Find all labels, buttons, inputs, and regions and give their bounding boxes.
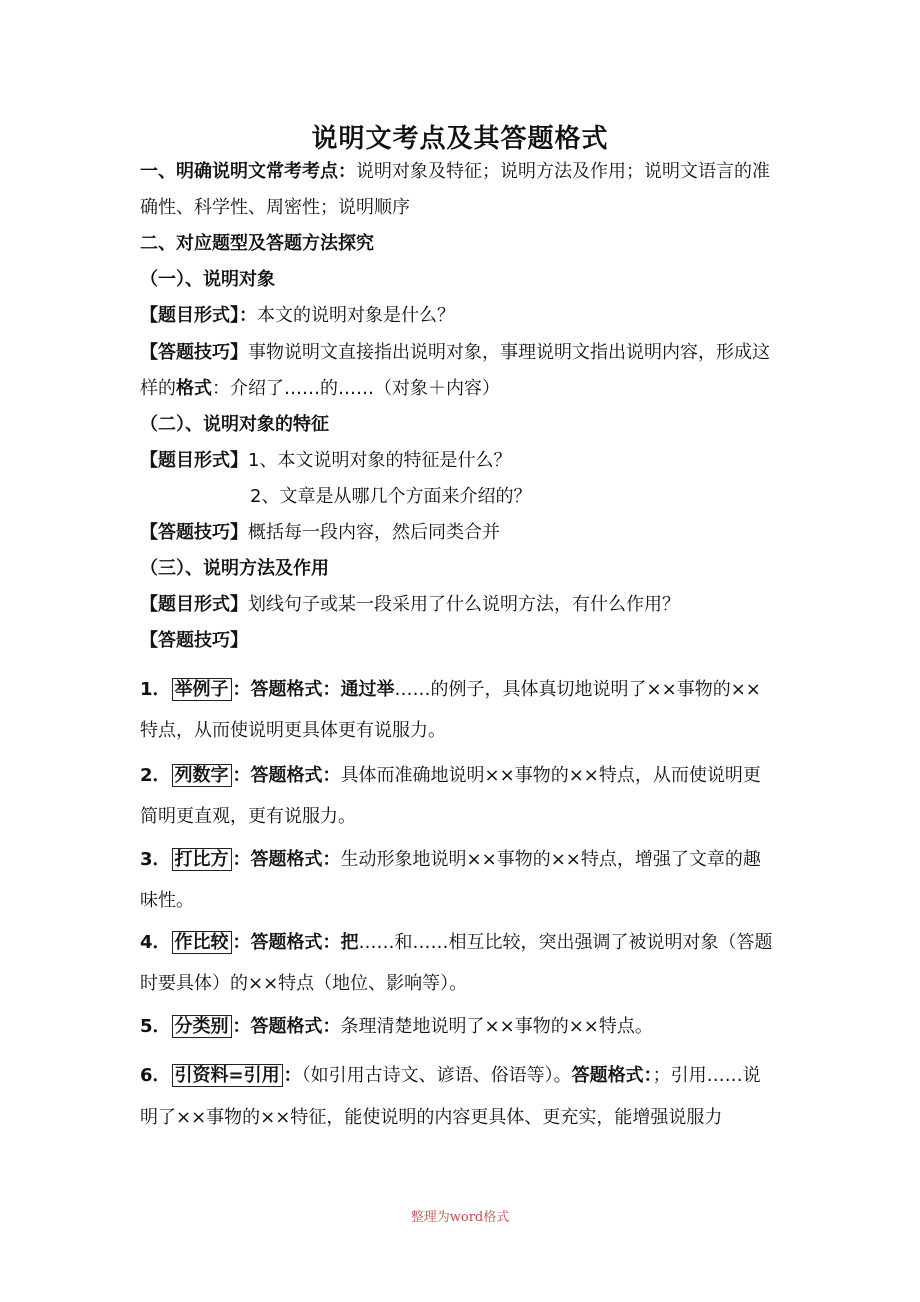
sub-2-answer xyxy=(140,520,790,546)
page-footer: 整理为word格式 xyxy=(410,1210,510,1225)
method-name-box: 作比较 xyxy=(172,931,232,954)
section-1-line-2 xyxy=(140,195,790,221)
format-text: 条理清楚地说明了××事物的××特点。 xyxy=(340,1016,653,1037)
sub-1-answer xyxy=(140,340,790,366)
section-1-label: 一、明确说明文常考考点： xyxy=(140,161,356,182)
format-text-pre: （如引用古诗文、谚语、俗语等）。 xyxy=(301,1065,572,1086)
question-text: 本文的说明对象是什么？ xyxy=(257,305,455,326)
question-text: 划线句子或某一段采用了什么说明方法，有什么作用？ xyxy=(248,594,680,615)
answer-label: 【答题技巧】 xyxy=(140,342,248,363)
format-label: ：答题格式： xyxy=(232,932,341,953)
method-number: 5． xyxy=(140,1016,171,1037)
format-lead: 把 xyxy=(340,932,359,953)
sub-2-question-2 xyxy=(250,484,900,510)
format-label-2: 答题格式： xyxy=(571,1065,653,1086)
method-number: 6． xyxy=(140,1065,171,1086)
method-name-box: 引资料=引用 xyxy=(172,1064,283,1087)
method-name-box: 举例子 xyxy=(172,678,232,701)
format-label: ：答题格式： xyxy=(232,849,341,870)
method-name-box: 分类别 xyxy=(172,1015,232,1038)
section-1-text: 说明对象及特征；说明方法及作用；说明文语言的准 xyxy=(356,161,770,182)
format-text-2: 味性。 xyxy=(140,890,194,911)
method-name-box: 打比方 xyxy=(172,848,232,871)
question-label: 【题目形式】 xyxy=(140,594,248,615)
answer-text-post: ：介绍了……的……（对象＋内容） xyxy=(212,378,500,399)
format-text: 生动形象地说明××事物的××特点，增强了文章的趣 xyxy=(340,849,761,870)
question-label: 【题目形式】： xyxy=(140,305,257,326)
format-text: ；引用……说 xyxy=(652,1065,761,1086)
section-2-heading: 二、对应题型及答题方法探究 xyxy=(140,233,374,254)
format-text-2: 简明更直观，更有说服力。 xyxy=(140,806,356,827)
sub-3-question xyxy=(140,592,790,618)
answer-text: 概括每一段内容，然后同类合并 xyxy=(248,522,500,543)
section-1-line xyxy=(140,159,790,185)
method-6 xyxy=(140,1063,790,1089)
format-label: ：答题格式： xyxy=(232,679,341,700)
answer-text: 事物说明文直接指出说明对象，事理说明文指出说明内容，形成这 xyxy=(248,342,770,363)
answer-text-pre: 样的 xyxy=(140,378,176,399)
question-text-1: 1、本文说明对象的特征是什么？ xyxy=(248,450,512,471)
sub-1-heading: （一）、说明对象 xyxy=(140,269,275,290)
format-text-2: 时要具体）的××特点（地位、影响等）。 xyxy=(140,973,468,994)
format-text-2: 特点，从而使说明更具体更有说服力。 xyxy=(140,720,446,741)
sub-3-answer-label: 【答题技巧】 xyxy=(140,630,248,651)
format-text: ……的例子，具体真切地说明了××事物的×× xyxy=(394,679,761,700)
method-4-line-2 xyxy=(140,971,790,997)
method-3-line-2 xyxy=(140,888,790,914)
sub-2-question xyxy=(140,448,790,474)
format-label: ：答题格式： xyxy=(232,765,341,786)
method-1-line-2 xyxy=(140,718,790,744)
method-3 xyxy=(140,847,790,873)
method-number: 4． xyxy=(140,932,171,953)
format-text: ……和……相互比较，突出强调了被说明对象（答题 xyxy=(358,932,773,953)
method-5 xyxy=(140,1014,790,1040)
method-4 xyxy=(140,930,790,956)
answer-format-word: 格式 xyxy=(176,378,212,399)
method-2-line-2 xyxy=(140,804,790,830)
method-number: 2． xyxy=(140,765,171,786)
method-name-box: 列数字 xyxy=(172,764,232,787)
method-2 xyxy=(140,763,790,789)
format-text-2: 明了××事物的××特征，能使说明的内容更具体、更充实，能增强说服力 xyxy=(140,1107,723,1128)
format-label: ：答题格式： xyxy=(232,1016,341,1037)
sub-1-answer-2 xyxy=(140,376,790,402)
method-number: 3． xyxy=(140,849,171,870)
sub-3-heading: （三）、说明方法及作用 xyxy=(140,558,329,579)
sub-1-question xyxy=(140,303,790,329)
sub-2-heading: （二）、说明对象的特征 xyxy=(140,414,329,435)
format-lead: 通过举 xyxy=(340,679,395,700)
method-1 xyxy=(140,677,790,703)
section-1-text-2: 确性、科学性、周密性；说明顺序 xyxy=(140,197,410,218)
question-label: 【题目形式】 xyxy=(140,450,248,471)
format-label: ： xyxy=(283,1065,302,1086)
page-title: 说明文考点及其答题格式 xyxy=(311,124,609,154)
format-text: 具体而准确地说明××事物的××特点，从而使说明更 xyxy=(340,765,761,786)
answer-label: 【答题技巧】 xyxy=(140,522,248,543)
method-number: 1． xyxy=(140,679,171,700)
method-6-line-2 xyxy=(140,1105,790,1131)
question-text-2: 2、文章是从哪几个方面来介绍的？ xyxy=(250,486,532,507)
